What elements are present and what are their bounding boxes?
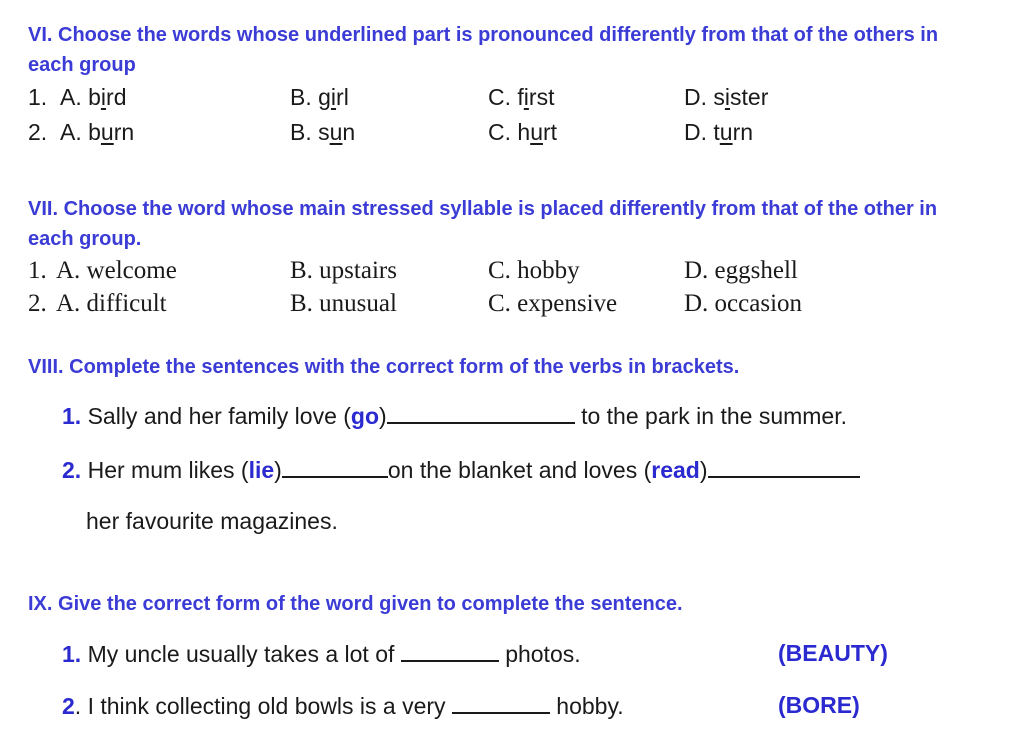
option-b: B. unusual: [290, 290, 397, 317]
sentence-number: 1.: [62, 403, 82, 429]
sentence-1: 1. My uncle usually takes a lot of photos.: [62, 641, 581, 667]
word-hint: (BEAUTY): [778, 640, 888, 666]
option-a: A. burn: [60, 119, 135, 145]
section-viii-title: VIII. Complete the sentences with the correct form of the verbs in brackets.: [28, 356, 740, 378]
option-d: D. eggshell: [684, 257, 798, 284]
answer-blank[interactable]: [387, 402, 575, 424]
sentence-number: 2.: [62, 457, 82, 483]
option-c: C. hobby: [488, 257, 580, 284]
option-c: C. hurt: [488, 119, 558, 145]
sentence-number: 1.: [62, 641, 82, 667]
answer-blank[interactable]: [282, 456, 388, 478]
word-hint: (BORE): [778, 692, 860, 718]
question-number: 1.: [28, 257, 47, 284]
answer-blank[interactable]: [401, 640, 499, 662]
option-d: D. occasion: [684, 290, 803, 317]
question-number: 2.: [28, 119, 48, 145]
sentence-2: 2. I think collecting old bowls is a very hobby.: [62, 693, 624, 719]
option-b: B. girl: [290, 84, 349, 110]
option-a: A. bird: [60, 84, 127, 110]
option-c: C. first: [488, 84, 555, 110]
section-ix-title: IX. Give the correct form of the word given to complete the sentence.: [28, 593, 683, 615]
answer-blank[interactable]: [708, 456, 860, 478]
answer-blank[interactable]: [452, 692, 550, 714]
option-d: D. turn: [684, 119, 754, 145]
question-number: 1.: [28, 84, 48, 110]
option-d: D. sister: [684, 84, 769, 110]
option-a: A. difficult: [56, 290, 167, 317]
sentence-number: 2: [62, 693, 75, 719]
option-b: B. sun: [290, 119, 356, 145]
section-vii-title: VII. Choose the word whose main stressed syllable is placed differently from that of the other in each group.: [28, 198, 938, 250]
sentence-2-continued: her favourite magazines.: [86, 508, 338, 534]
sentence-1: 1. Sally and her family love (go) to the park in the summer.: [62, 403, 847, 429]
sentence-2: 2. Her mum likes (lie) on the blanket and loves (read): [62, 456, 860, 484]
section-vi-title: VI. Choose the words whose underlined part is pronounced differently from that of the others in each group: [28, 24, 939, 76]
question-number: 2.: [28, 290, 47, 317]
option-a: A. welcome: [56, 257, 177, 284]
option-c: C. expensive: [488, 290, 618, 317]
option-b: B. upstairs: [290, 257, 397, 284]
